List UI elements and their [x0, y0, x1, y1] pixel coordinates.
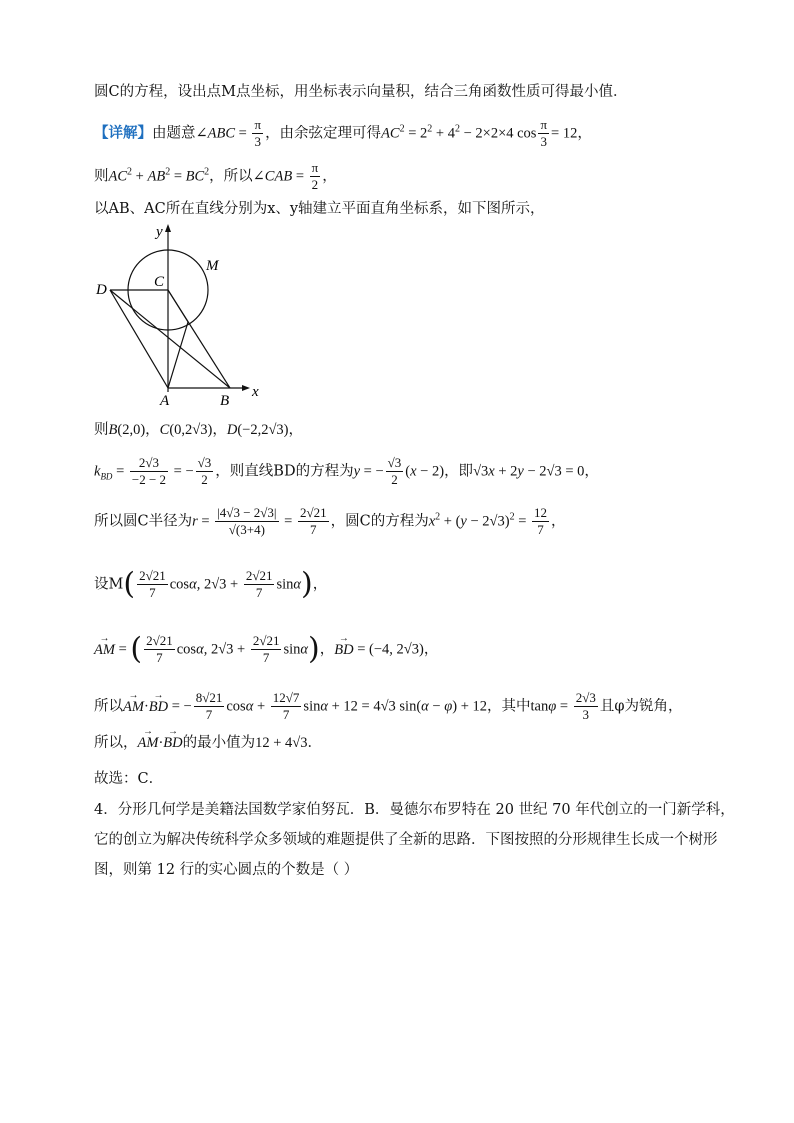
segment-am	[168, 322, 188, 388]
detail-line: 【详解】由题意∠ABC = $\frac{\pi}{3}$ ，由余弦定理可得$AC^2 = 2^2 + 4^2 - 2\times 2\times 4$ cos $\frac{\pi}{3}$ = 12，	[94, 117, 592, 149]
detail-tag: 【详解】	[94, 124, 152, 142]
q4-line-2: 它的创立为解决传统科学众多领域的难题提供了全新的思路．下图按照的分形规律生长成一个树形	[94, 832, 718, 848]
minimum-line: 所以，→ AM·→ BD的最小值为12 + 4√3．	[94, 733, 322, 753]
detail-text-a: 由题意	[152, 125, 196, 142]
geometry-figure	[90, 222, 270, 407]
segment-da	[110, 290, 168, 388]
label-x: x	[252, 384, 259, 400]
label-y: y	[156, 224, 163, 240]
q4-line-1: 4．分形几何学是美籍法国数学家伯努瓦．B．曼德尔布罗特在 20 世纪 70 年代创立的一门新学科，	[94, 802, 735, 818]
label-b: B	[220, 393, 230, 407]
pi-over-3: $\frac{\pi}{3}$	[254, 117, 262, 149]
q4-line-3: 图，则第 12 行的实心圆点的个数是（ ）	[94, 862, 359, 878]
label-m: M	[206, 258, 219, 274]
vector-line: → AM = ( $\frac{2√21}{7}$ cosα, 2√3 + $\frac{2√21}{7}$ sinα)，→ BD = (−4, 2√3)，	[94, 633, 438, 666]
set-m-line: 设M( $\frac{2√21}{7}$ cosα, 2√3 + $\frac{2√21}{7}$ sinα)，	[94, 566, 328, 602]
y-axis-arrow-icon	[165, 224, 171, 232]
answer-choice: 故选：C．	[94, 771, 164, 787]
label-c: C	[154, 274, 165, 290]
x-axis-arrow-icon	[242, 385, 250, 391]
points-line: 则B(2,0)，C(0,2√3)，D(−2,2√3)，	[94, 422, 303, 438]
label-d: D	[96, 282, 107, 298]
radius-line: 所以圆C半径为r = $\frac{|4√3 - 2√3|}{√(3+4)}$ = $\frac{2√21}{7}$ ，圆C的方程为$x^2 + (y - 2√3)^2$ = $\frac{12}{7}$ ，	[94, 505, 566, 537]
pythagoras-line: 则$AC^2 + AB^2 = BC^2$，所以∠CAB = $\frac{\pi}{2}$ ，	[94, 160, 337, 192]
solution-hint-line: 圆C的方程，设出点M点坐标，用坐标表示向量积，结合三角函数性质可得最小值．	[94, 84, 628, 100]
label-a: A	[160, 393, 170, 407]
slope-line: $k_{BD}$ = $\frac{2√3}{-2 - 2}$ = − $\frac{√3}{2}$ ，则直线BD的方程为y = − $\frac{√3}{2}$ (x − 2)，即√3x + 2y − 2√3 = 0，	[94, 455, 599, 487]
segment-c-tangent	[168, 290, 188, 322]
coord-intro-line: 以AB、AC所在直线分别为x、y轴建立平面直角坐标系，如下图所示，	[94, 201, 545, 217]
segment-db	[110, 290, 230, 388]
detail-text-b: ，由余弦定理可得	[265, 125, 382, 142]
dot-product-line: 所以→ AM·→ BD = − $\frac{8√21}{7}$ cosα + $\frac{12√7}{7}$ sinα + 12 = 4√3 sin(α − φ) + 12，其中tanφ = $\frac{2√3}{3}$ 且φ为锐角，	[94, 690, 683, 723]
